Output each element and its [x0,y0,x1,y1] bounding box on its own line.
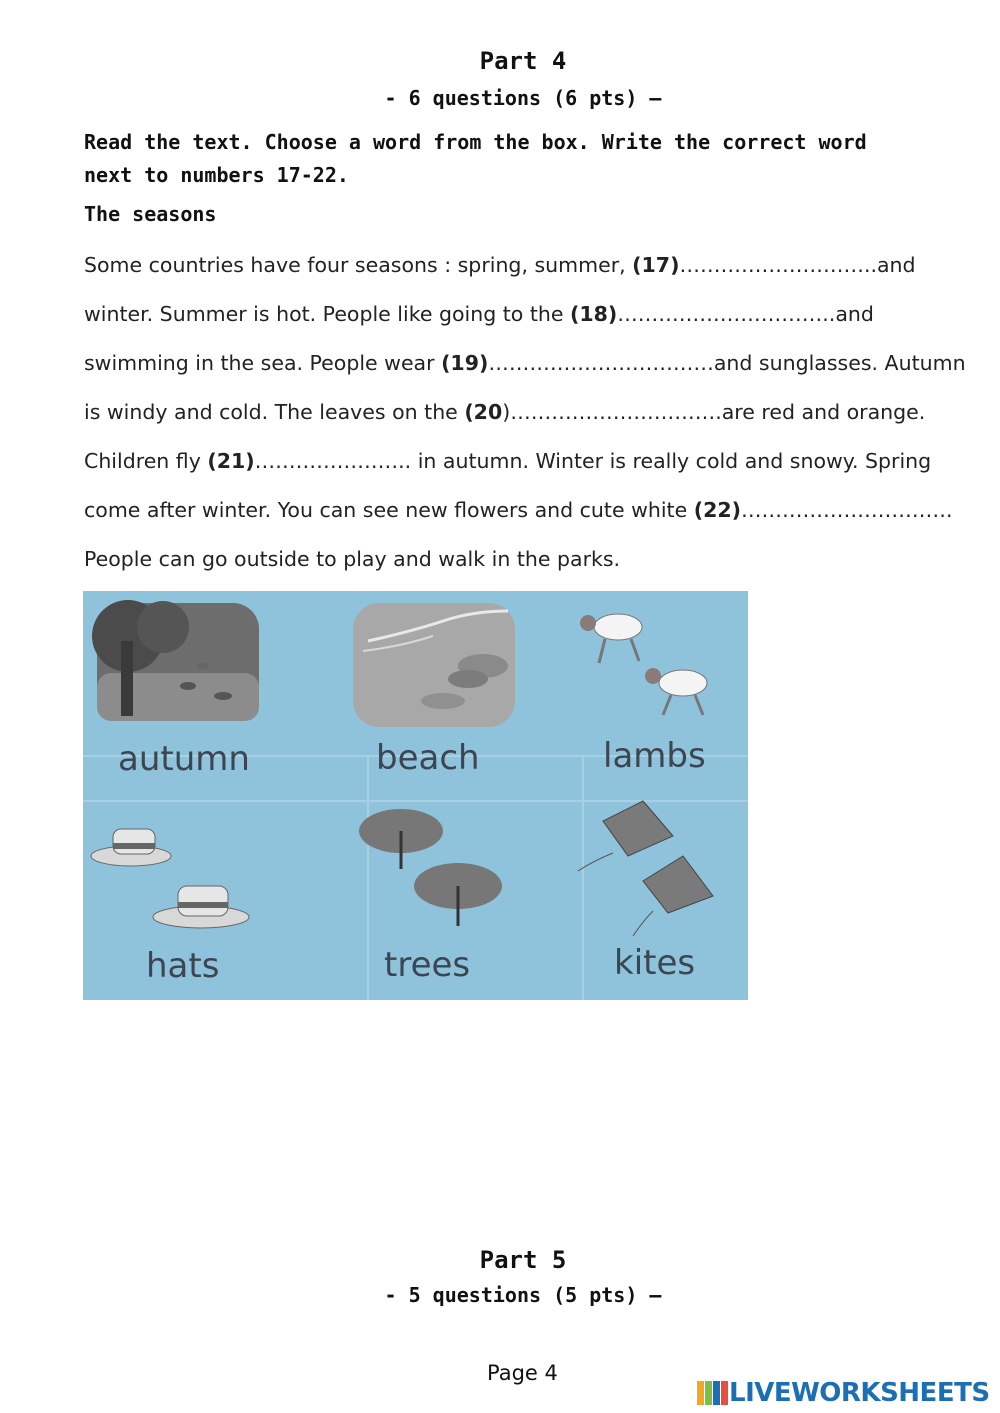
text-line-4: is windy and cold. The leaves on the (20)………………………….are red and orange. [84,400,926,424]
gap-22: (22) [693,498,741,522]
gap-21: (21) [207,449,255,473]
page-number: Page 4 [487,1361,558,1385]
word-lambs: lambs [603,736,706,776]
word-kites: kites [614,943,696,983]
text-line-1: Some countries have four seasons : spring, summer, (17)………………………..and [84,253,916,277]
word-autumn: autumn [118,739,250,779]
answer-field-21[interactable]: ………………….. in autumn. Winter is really cold and snowy. Spring [254,449,932,473]
word-box [83,591,748,1000]
gap-20: (20 [464,400,503,424]
part4-title: Part 4 [479,47,567,75]
gap-19: (19) [441,351,489,375]
text-line-7: People can go outside to play and walk in the parks. [84,547,621,571]
trees-picture-icon [359,809,502,926]
kites-picture-icon [578,801,713,936]
text-line-5: Children fly (21)………………….. in autumn. Winter is really cold and snowy. Spring [84,449,932,473]
gap-18: (18) [570,302,618,326]
word-box-art [83,591,748,1000]
answer-field-22[interactable]: …………………………. [741,498,953,522]
liveworksheets-logo-text: LIVEWORKSHEETS [729,1378,990,1408]
answer-field-19[interactable]: ……………………………and sunglasses. Autumn [488,351,966,375]
hats-picture-icon [91,829,249,928]
liveworksheets-mark-icon [695,1378,729,1408]
beach-picture-icon [353,603,515,727]
answer-field-18[interactable]: …………………………..and [617,302,874,326]
answer-field-20[interactable]: )………………………….are red and orange. [502,400,926,424]
word-hats: hats [146,946,220,986]
word-trees: trees [384,945,471,985]
part5-title: Part 5 [479,1246,567,1274]
answer-field-17[interactable]: ………………………..and [679,253,916,277]
part4-subtitle: - 6 questions (6 pts) – [384,86,662,110]
gap-17: (17) [632,253,680,277]
text-line-3: swimming in the sea. People wear (19)……………………………and sunglasses. Autumn [84,351,966,375]
text-line-6: come after winter. You can see new flowers and cute white (22)…………………………. [84,498,953,522]
autumn-picture-icon [92,600,259,721]
instruction: Read the text. Choose a word from the box. Write the correct word next to numbers 17-22. [84,130,867,187]
part5-subtitle: - 5 questions (5 pts) – [384,1283,662,1307]
word-beach: beach [376,738,480,778]
liveworksheets-logo [695,1378,990,1408]
lambs-picture-icon [580,614,707,715]
text-line-2: winter. Summer is hot. People like going to the (18)…………………………..and [84,302,874,326]
text-title: The seasons [84,202,217,226]
